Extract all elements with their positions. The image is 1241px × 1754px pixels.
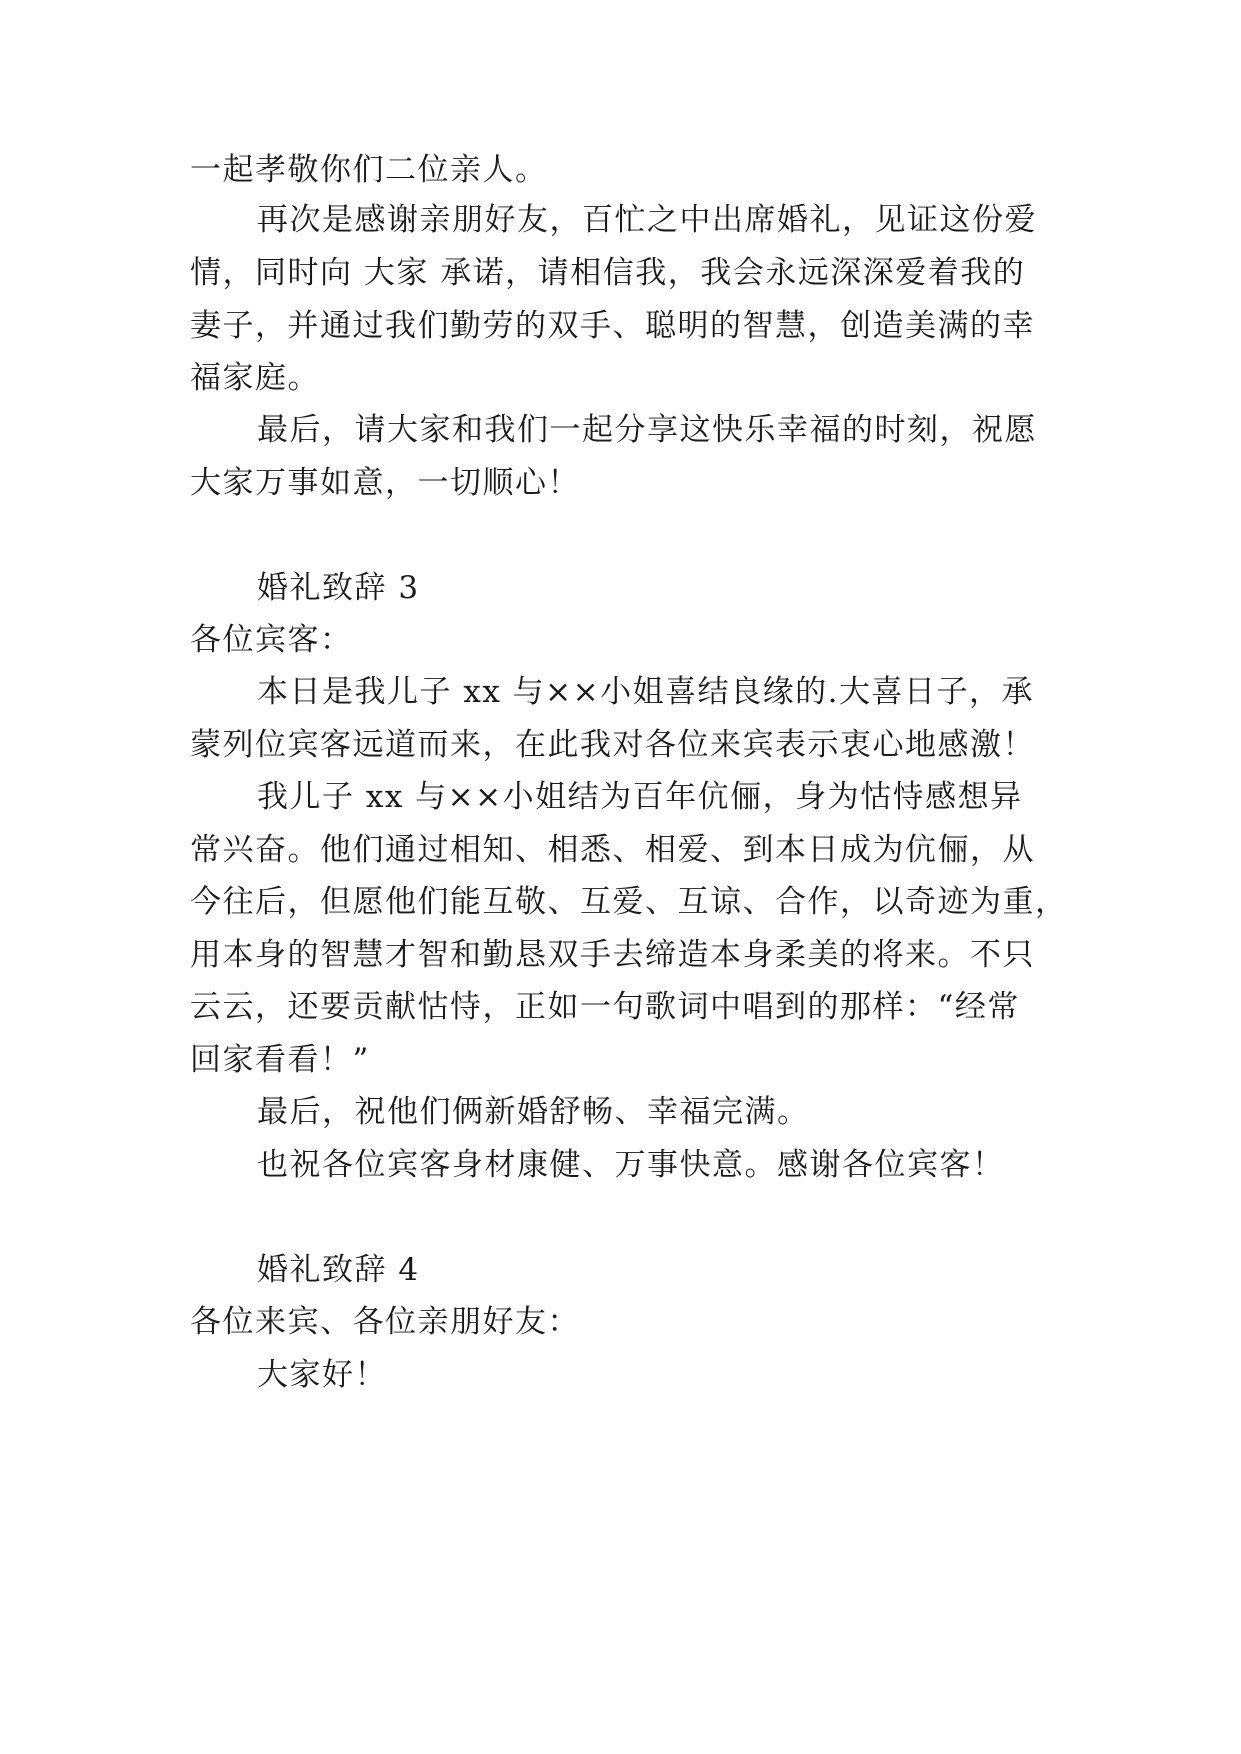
paragraph-line: 再次是感谢亲朋好友，百忙之中出席婚礼，见证这份爱 (257, 202, 1037, 238)
paragraph-line: 常兴奋。他们通过相知、相悉、相爱、到本日成为伉俪，从 (190, 832, 1035, 868)
greeting: 大家好！ (257, 1357, 387, 1393)
salutation: 各位来宾、各位亲朋好友： (190, 1304, 580, 1340)
paragraph-line: 福家庭。 (190, 360, 320, 396)
salutation: 各位宾客： (190, 622, 353, 658)
paragraph-line: 云云，还要贡献怙恃，正如一句歌词中唱到的那样：“经常 (190, 989, 1020, 1025)
paragraph-line: 本日是我儿子 xx 与××小姐喜结良缘的.大喜日子，承 (257, 674, 1034, 710)
paragraph-line: 蒙列位宾客远道而来，在此我对各位来宾表示衷心地感激！ (190, 727, 1035, 763)
section-heading: 婚礼致辞 3 (257, 570, 420, 606)
paragraph-line: 今往后，但愿他们能互敬、互爱、互谅、合作，以奇迹为重， (190, 884, 1068, 920)
paragraph-line: 妻子，并通过我们勤劳的双手、聪明的智慧，创造美满的幸 (190, 308, 1035, 344)
paragraph-line: 大家万事如意，一切顺心！ (190, 465, 580, 501)
paragraph-line: 一起孝敬你们二位亲人。 (190, 152, 548, 188)
paragraph-line: 最后，请大家和我们一起分享这快乐幸福的时刻，祝愿 (257, 412, 1037, 448)
paragraph-line: 我儿子 xx 与××小姐结为百年伉俪，身为怙恃感想异 (257, 779, 1023, 815)
paragraph-line: 情，同时向 大家 承诺，请相信我，我会永远深深爱着我的 (190, 255, 1026, 291)
paragraph-line: 回家看看！” (190, 1042, 370, 1078)
paragraph-line: 也祝各位宾客身材康健、万事快意。感谢各位宾客！ (257, 1147, 1005, 1183)
section-heading: 婚礼致辞 4 (257, 1252, 420, 1288)
paragraph-line: 用本身的智慧才智和勤恳双手去缔造本身柔美的将来。不只 (190, 937, 1035, 973)
paragraph-line: 最后，祝他们俩新婚舒畅、幸福完满。 (257, 1094, 810, 1130)
